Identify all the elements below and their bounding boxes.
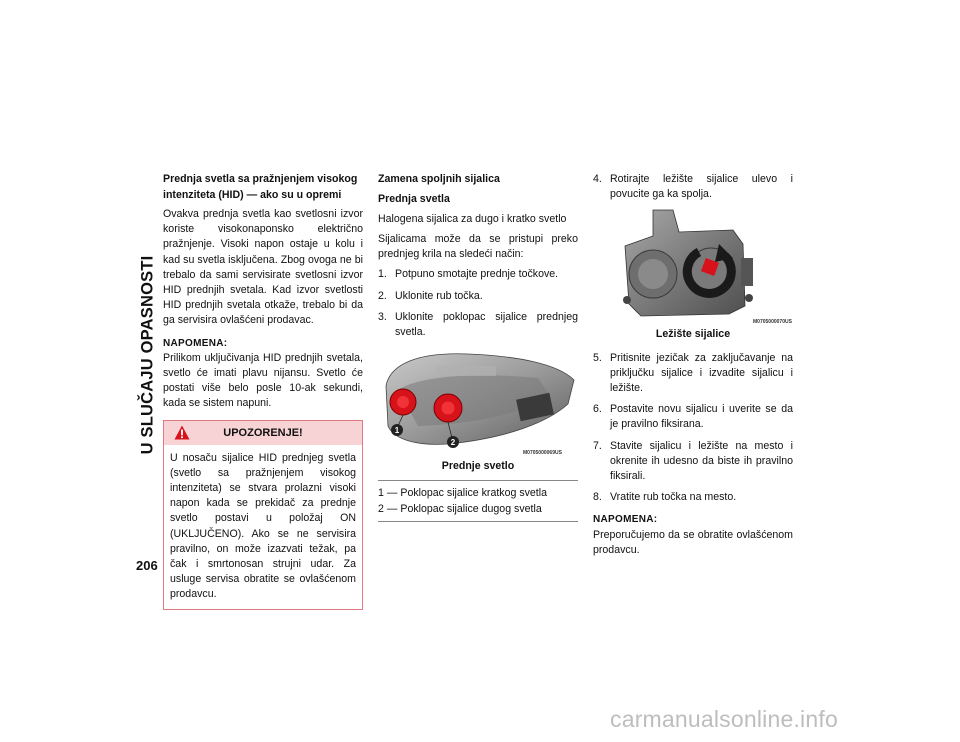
figure-code: M0705000070US (753, 319, 792, 326)
warning-text: U nosaču sijalice HID prednjeg svetla (svetlo sa pražnjenjem visokog intenziteta) se stvara prolazni visoki napon kada se prekidač za prednje svetlo postavi u položaj ON (UKLJUČENO). Ako se ne servisira pravilno, on može izazvati težak, pa čak i smrtonosan strujni udar. Za usluge servisa obratite se ovlašćenom prodavcu. (170, 451, 356, 601)
headlight-illustration (378, 346, 578, 458)
steps-list-2 (593, 172, 793, 202)
steps-list-3 (593, 351, 793, 506)
figure-caption: Ležište sijalice (655, 328, 731, 341)
figure-code: M0705000069US (523, 450, 562, 457)
figure-legend (378, 480, 578, 522)
list-item: 2. Uklonite rub točka. (378, 289, 483, 302)
warning-header (164, 421, 362, 445)
list-item: 1. Potpuno smotajte prednje točkove. (378, 268, 559, 281)
warning-title: UPOZORENJE! (223, 426, 303, 439)
list-item: 3. Uklonite poklopac sijalice prednjeg svetla. (378, 310, 578, 338)
page-number: 206 (136, 558, 158, 573)
hid-paragraph: Ovakva prednja svetla kao svetlosni izvor koriste visokonaponsko električno pražnjenje. Visoki napon ostaje u kolu i kad su svetla isključena. Zbog ovoga ne bi trebalo da sami servisirate svetlosni izvor HID prednjih svetala. Kad izvor svetlosti HID prednjih svetala otkaže, trebalo bi da ga servisira ovlašćeni prodavac. (163, 208, 363, 327)
bulb-socket-illustration (593, 208, 793, 326)
section-heading-bulbs: Zamena spoljnih sijalica (378, 173, 500, 185)
bulb-socket-figure (593, 208, 793, 326)
subheading-headlights: Prednja svetla (378, 192, 450, 205)
list-item: 4. Rotirajte ležište sijalice ulevo i povucite ga ka spolja. (593, 173, 793, 201)
section-heading-hid: Prednja svetla sa pražnjenjem visokog intenziteta (HID) — ako su u opremi (163, 173, 358, 201)
legend-item: 2 — Poklopac sijalice dugog svetla (378, 503, 542, 516)
warning-triangle-icon (174, 425, 190, 440)
column-bulb-replacement (378, 172, 578, 522)
steps-list-1 (378, 267, 578, 340)
legend-item: 1 — Poklopac sijalice kratkog svetla (378, 487, 547, 500)
figure-caption: Prednje svetlo (441, 460, 515, 473)
callout-2: 2 (450, 438, 456, 448)
list-item: 8. Vratite rub točka na mesto. (593, 491, 737, 504)
note-label: NAPOMENA: (163, 337, 228, 349)
headlight-figure (378, 346, 578, 458)
list-item: 6. Postavite novu sijalicu i uverite se da je pravilno fiksirana. (593, 403, 793, 431)
list-item: 5. Pritisnite jezičak za zaključavanje na priključku sijalice i izvadite sijalicu i ležište. (593, 351, 793, 395)
column-bulb-socket (593, 172, 793, 566)
list-item: 7. Stavite sijalicu i ležište na mesto i okrenite ih udesno da biste ih pravilno fiksirali. (593, 439, 793, 483)
note-text: Preporučujemo da se obratite ovlašćenom prodavcu. (593, 528, 793, 556)
paragraph-halogen: Halogena sijalica za dugo i kratko svetlo (378, 212, 567, 225)
column-hid-headlights (163, 172, 363, 610)
note-label: NAPOMENA: (593, 514, 658, 526)
chapter-side-title (136, 160, 160, 550)
note-text: Prilikom uključivanja HID prednjih svetala, svetlo će imati plavu nijansu. Svetlo će postati više belo posle 10-ak sekundi, kada se sistem napuni. (163, 351, 363, 410)
callout-1: 1 (394, 426, 400, 436)
watermark-logo: carmanualsonline.info (610, 706, 838, 732)
chapter-title-text: U SLUČAJU OPASNOSTI (138, 255, 157, 455)
paragraph-access: Sijalicama može da se pristupi preko prednjeg krila na sledeći način: (378, 232, 578, 261)
warning-box (163, 420, 363, 610)
